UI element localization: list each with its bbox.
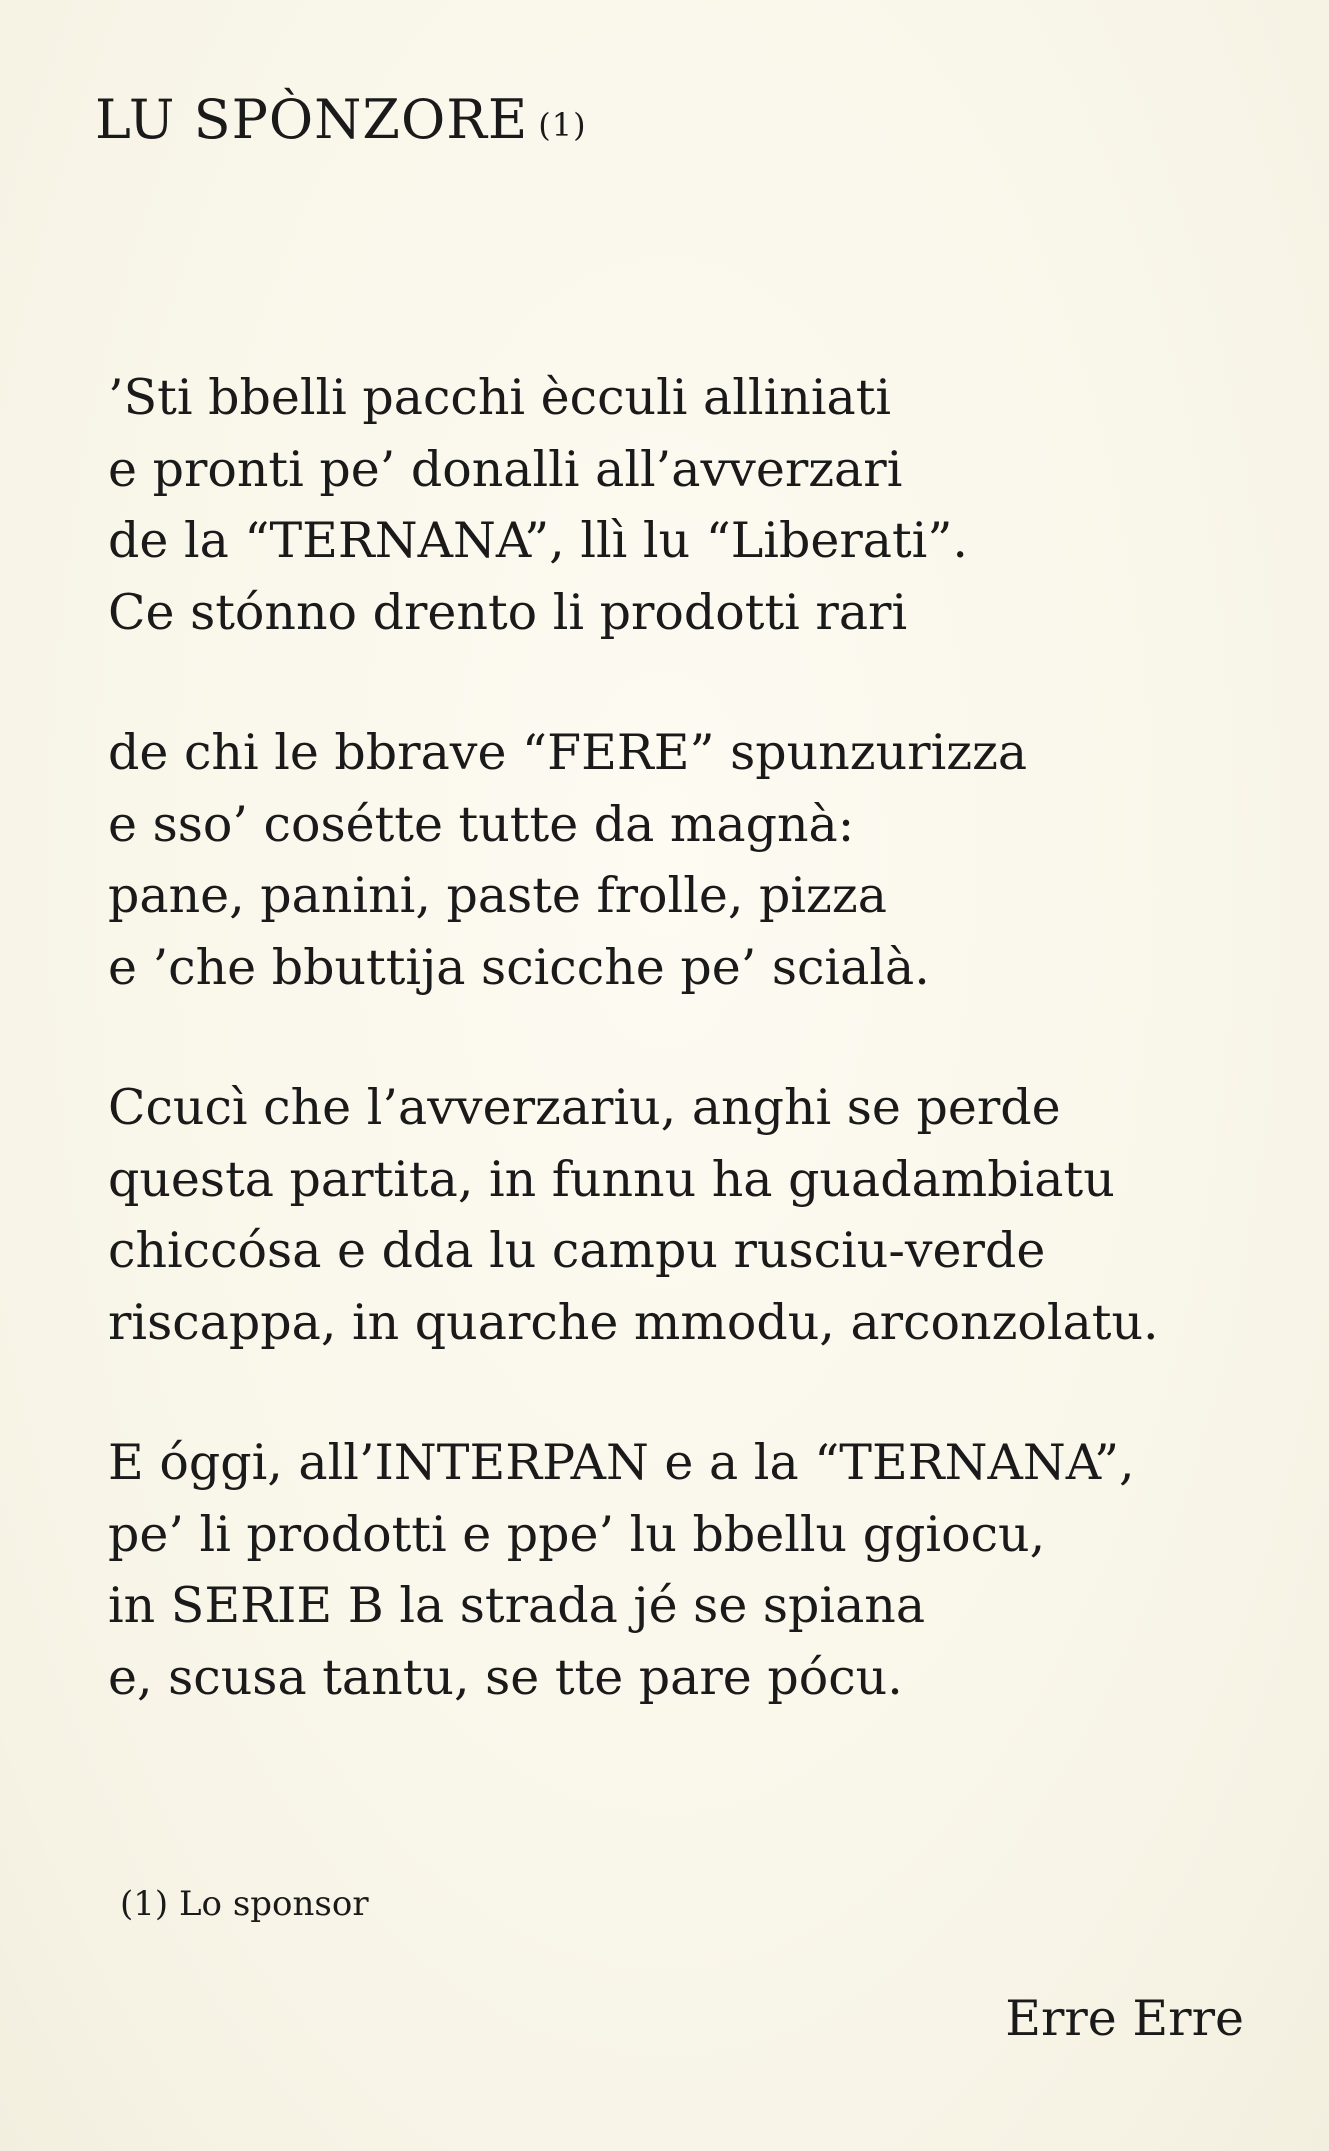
- verse-line: questa partita, in funnu ha guadambiatu: [108, 1150, 1115, 1208]
- stanza-2: [108, 717, 1288, 1003]
- verse-line: Ccucì che l’avverzariu, anghi se perde: [108, 1079, 1061, 1136]
- verse-line: e, scusa tantu, se tte pare pócu.: [108, 1648, 903, 1706]
- author-signature: Erre Erre: [1005, 1990, 1244, 2047]
- stanza-3: [108, 1072, 1288, 1358]
- verse-line: pe’ li prodotti e ppe’ lu bbellu ggiocu,: [108, 1505, 1046, 1563]
- stanza-1: [108, 362, 1288, 648]
- poem-body: [108, 362, 1288, 1782]
- verse-line: ’Sti bbelli pacchi ècculi alliniati: [108, 369, 892, 426]
- verse-line: e pronti pe’ donalli all’avverzari: [108, 440, 903, 498]
- poem-title: [95, 88, 587, 151]
- verse-line: pane, panini, paste frolle, pizza: [108, 867, 887, 924]
- verse-line: riscappa, in quarche mmodu, arconzolatu.: [108, 1293, 1159, 1351]
- verse-line: de la “TERNANA”, llì lu “Liberati”.: [108, 512, 968, 569]
- verse-line: de chi le bbrave “FERE” spunzurizza: [108, 724, 1028, 781]
- verse-line: E óggi, all’INTERPAN e a la “TERNANA”,: [108, 1434, 1135, 1491]
- verse-line: e ’che bbuttija scicche pe’ scialà.: [108, 938, 930, 996]
- verse-line: Ce stónno drento li prodotti rari: [108, 583, 908, 641]
- verse-line: in SERIE B la strada jé se spiana: [108, 1577, 926, 1634]
- stanza-4: [108, 1427, 1288, 1713]
- footnote: (1) Lo sponsor: [120, 1884, 369, 1924]
- verse-line: chiccósa e dda lu campu rusciu-verde: [108, 1222, 1046, 1279]
- poem-title-text: LU SPÒNZORE: [95, 88, 529, 151]
- verse-line: e sso’ cosétte tutte da magnà:: [108, 795, 855, 853]
- footnote-reference: (1): [538, 106, 587, 144]
